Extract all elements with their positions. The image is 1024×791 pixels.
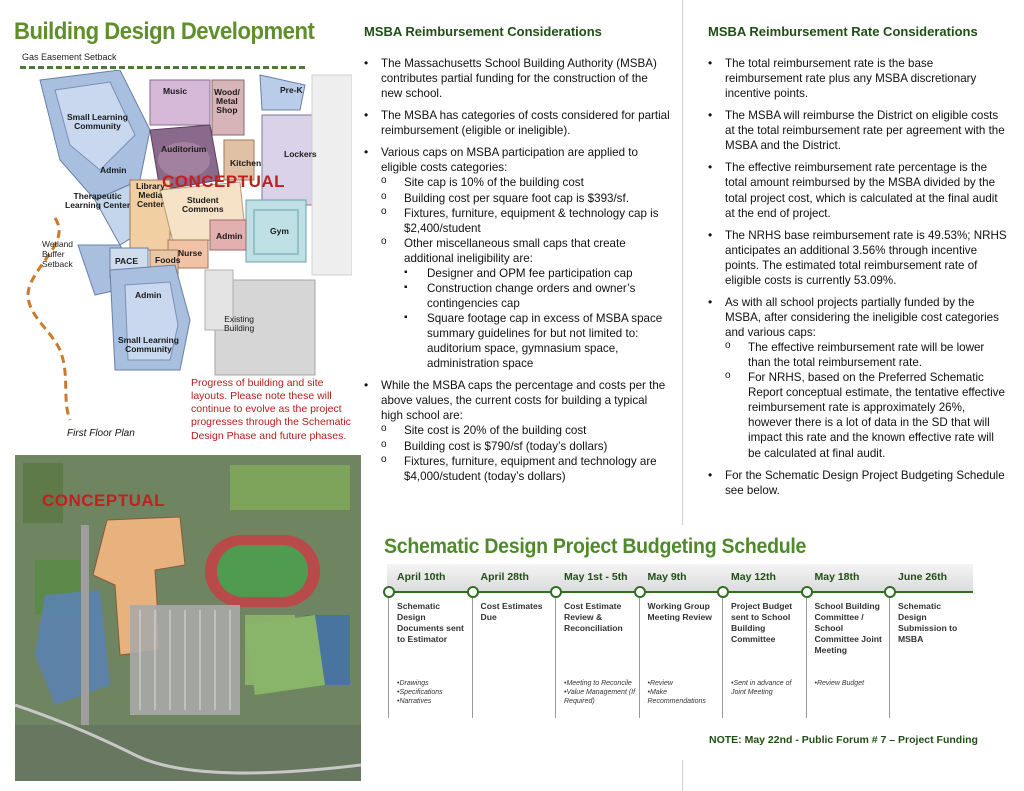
room-music: Music [163, 86, 188, 96]
room-admin-3: Admin [135, 290, 162, 300]
list-item: • The NRHS base reimbursement rate is 49.53%; NRHS anticipates an additional 3.56% through incentive points. The estimated total reimbursement rate of eligible costs is currently 53.09%. [708, 228, 1008, 288]
milestone-divider [388, 598, 389, 718]
milestone-note: • Meeting to Reconcile [564, 679, 640, 688]
room-small-learning-community-2: Small Learning Community [118, 335, 179, 354]
floor-plan-caption: First Floor Plan [67, 428, 135, 439]
milestone-notes [731, 679, 807, 697]
milestone-divider [889, 598, 890, 718]
sub-list-item: o Building cost is $790/sf (today’s dollars) [381, 439, 670, 454]
sub-sub-list-item: ▪ Square footage cap in excess of MSBA space summary guidelines for but not limited to: auditorium space, gymnasium space, administration space [404, 311, 670, 371]
milestone-date: June 26th [898, 571, 948, 583]
list-item: • The effective reimbursement rate percentage is the total amount reimbursed by the MSBA divided by the total project cost, which is calculated at the final audit at the end of project. [708, 160, 1008, 220]
milestone-note: • Value Management (If Required) [564, 688, 640, 706]
list-item: • The total reimbursement rate is the base reimbursement rate plus any MSBA discretionary incentive points. [708, 56, 1008, 101]
milestone-notes [648, 679, 724, 706]
milestone-notes [564, 679, 640, 706]
sub-sub-list-item: ▪ Construction change orders and owner’s contingencies cap [404, 281, 670, 311]
list-item [364, 378, 670, 483]
list-item: • For the Schematic Design Project Budgeting Schedule see below. [708, 468, 1008, 498]
schedule-milestone [722, 564, 806, 718]
room-nurse: Nurse [178, 248, 203, 258]
milestone-note: • Review Budget [815, 679, 891, 688]
milestone-note: • Specifications [397, 688, 473, 697]
sub-list-item: o Fixtures, furniture, equipment & technology cap is $2,400/student [381, 206, 670, 236]
milestone-notes [815, 679, 891, 688]
sub-list-item: o Site cap is 10% of the building cost [381, 175, 670, 190]
milestone-divider [722, 598, 723, 718]
sub-sub-list-item: ▪ Designer and OPM fee participation cap [404, 266, 670, 281]
milestone-marker [634, 586, 646, 598]
msba-rate-list [708, 56, 1008, 505]
room-pre-k: Pre-K [280, 85, 303, 95]
room-small-learning-community: Small Learning Community [67, 112, 128, 131]
milestone-marker [550, 586, 562, 598]
list-item: • The Massachusetts School Building Authority (MSBA) contributes partial funding for the construction of the new school. [364, 56, 670, 101]
milestone-date: April 10th [397, 571, 446, 583]
milestone-divider [806, 598, 807, 718]
milestone-date: May 18th [814, 571, 860, 583]
room-gym: Gym [270, 226, 289, 236]
milestone-date: May 9th [647, 571, 687, 583]
room-library-media-center: Library Media Center [136, 181, 165, 209]
gas-easement-label: Gas Easement Setback [22, 52, 117, 62]
sub-list-item [381, 236, 670, 372]
sub-list-item: o Site cost is 20% of the building cost [381, 423, 670, 438]
milestone-marker [801, 586, 813, 598]
milestone-marker [467, 586, 479, 598]
sub-list-item: o Building cost per square foot cap is $393/sf. [381, 191, 670, 206]
milestone-date: May 12th [731, 571, 776, 583]
milestone-date: May 1st - 5th [564, 571, 628, 583]
milestone-divider [639, 598, 640, 718]
milestone-note: • Sent in advance of Joint Meeting [731, 679, 807, 697]
schedule-note: NOTE: May 22nd - Public Forum # 7 – Project Funding [709, 734, 978, 746]
milestone-note: • Drawings [397, 679, 473, 688]
list-item [364, 145, 670, 371]
schedule-milestone [806, 564, 890, 718]
site-plan [15, 455, 361, 781]
milestone-divider [555, 598, 556, 718]
list-item-text: While the MSBA caps the percentage and costs per the above values, the current costs for building a typical high school are: [381, 379, 666, 423]
schedule-milestone [889, 564, 973, 718]
milestone-notes [397, 679, 473, 706]
schedule-milestone [555, 564, 639, 718]
gas-easement-line [20, 66, 305, 69]
wetland-setback-label: Wetland Buffer Setback [42, 239, 74, 269]
room-kitchen: Kitchen [230, 158, 262, 168]
sub-list-item-text: Other miscellaneous small caps that create additional ineligibility are: [404, 236, 626, 265]
msba-considerations-heading: MSBA Reimbursement Considerations [364, 24, 602, 39]
room-admin: Admin [100, 165, 127, 175]
milestone-note: • Make Recommendations [648, 688, 724, 706]
milestone-note: • Review [648, 679, 724, 688]
milestone-task: Schematic Design Submission to MSBA [898, 601, 958, 644]
msba-rate-heading: MSBA Reimbursement Rate Considerations [708, 24, 978, 39]
site-conceptual-stamp: CONCEPTUAL [42, 491, 166, 510]
list-item: • The MSBA will reimburse the District on eligible costs at the total reimbursement rate per agreement with the MSBA and the District. [708, 108, 1008, 153]
list-item [708, 295, 1008, 461]
milestone-marker [383, 586, 395, 598]
sub-list-item: o For NRHS, based on the Preferred Schematic Report conceptual estimate, the tentative effective reimbursement rate is approximately 26%, however there is a lot of data in the SD that will impact this rate and the known effective rate will be calculated at final audit. [725, 370, 1008, 460]
schedule-title: Schematic Design Project Budgeting Schedule [384, 535, 807, 558]
milestone-task: School Building Committee / School Committee Joint Meeting [814, 601, 882, 655]
milestone-task: Working Group Meeting Review [647, 601, 712, 622]
schedule-milestone [639, 564, 723, 718]
column-divider [682, 0, 683, 525]
conceptual-stamp: CONCEPTUAL [162, 172, 286, 191]
room-student-commons: Student Commons [182, 195, 224, 214]
milestone-task: Project Budget sent to School Building Committee [731, 601, 793, 644]
room-auditorium: Auditorium [161, 144, 207, 154]
milestone-date: April 28th [480, 571, 529, 583]
room-therapeutic-learning-center: Therapeutic Learning Center [65, 191, 131, 210]
milestone-marker [884, 586, 896, 598]
list-item-text: Various caps on MSBA participation are applied to eligible costs categories: [381, 146, 638, 175]
milestone-task: Cost Estimates Due [480, 601, 543, 622]
room-wood-metal-shop: Wood/ Metal Shop [214, 87, 240, 115]
room-admin-2: Admin [216, 231, 243, 241]
page-title: Building Design Development [14, 18, 315, 45]
schedule-milestone [472, 564, 556, 718]
column-divider-bottom [682, 760, 683, 791]
list-item: • The MSBA has categories of costs considered for partial reimbursement (eligible or ineligible). [364, 108, 670, 138]
milestone-task: Schematic Design Documents sent to Estimator [397, 601, 464, 644]
milestone-note: • Narratives [397, 697, 473, 706]
milestone-marker [717, 586, 729, 598]
room-pace: PACE [115, 256, 138, 266]
milestone-task: Cost Estimate Review & Reconciliation [564, 601, 623, 633]
existing-building-label: Existing Building [224, 314, 255, 333]
sub-list-item: o The effective reimbursement rate will be lower than the total reimbursement rate. [725, 340, 1008, 370]
room-lockers: Lockers [284, 149, 317, 159]
milestone-divider [472, 598, 473, 718]
sub-list-item: o Fixtures, furniture, equipment and technology are $4,000/student (today’s dollars) [381, 454, 670, 484]
msba-considerations-list [364, 56, 670, 491]
progress-note: Progress of building and site layouts. Please note these will continue to evolve as the project progresses through the Schematic Design Phase and future phases. [191, 377, 351, 442]
list-item-text: As with all school projects partially funded by the MSBA, after considering the ineligible cost categories and various caps: [725, 295, 999, 339]
schedule-milestone [388, 564, 472, 718]
room-foods: Foods [155, 255, 181, 265]
